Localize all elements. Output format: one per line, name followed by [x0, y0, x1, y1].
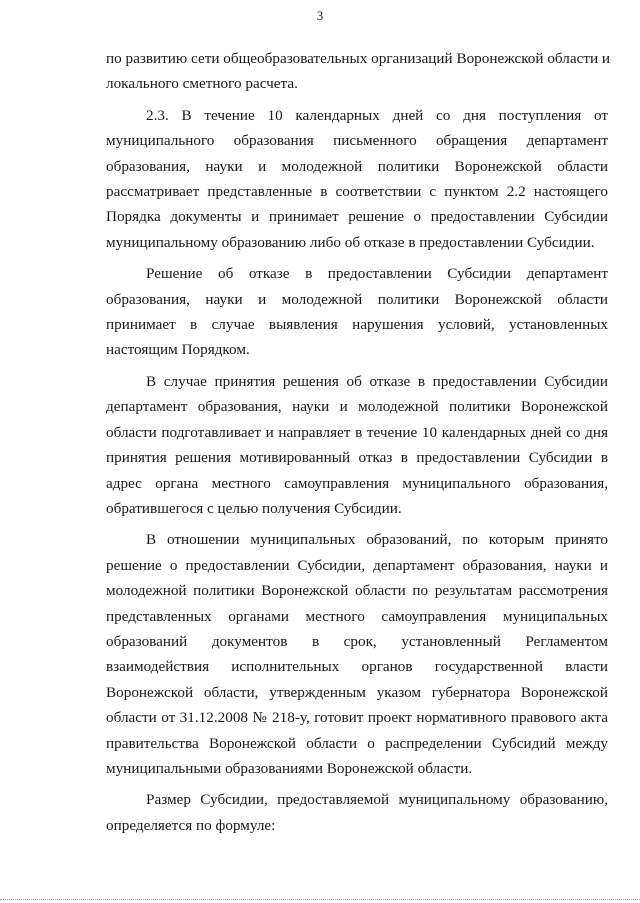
text-line: адрес органа местного самоуправления муниципального образования,	[106, 474, 608, 492]
text-line: муниципального образования письменного обращения департамент	[106, 132, 608, 150]
text-line: принятия решения мотивированный отказ в предоставлении Субсидии в	[106, 449, 608, 467]
text-line: области от 31.12.2008 № 218-у, готовит проект нормативного правового акта	[106, 709, 608, 727]
paragraph-subsidy-amount	[106, 787, 608, 838]
text-line: Воронежской области, утвержденным указом губернатора Воронежской	[106, 683, 608, 701]
text-line: образования, науки и молодежной политики Воронежской области	[106, 157, 608, 175]
text-line: образования, науки и молодежной политики Воронежской области	[106, 290, 608, 308]
paragraph-continuation	[106, 46, 611, 97]
paragraph-clause-2-3	[106, 103, 608, 255]
text-line: обратившегося с целью получения Субсидии.	[106, 499, 402, 517]
text-line: взаимодействия исполнительных органов государственной власти	[106, 658, 608, 676]
text-line: локального сметного расчета.	[106, 75, 298, 93]
text-line: образований документов в срок, установленный Регламентом	[106, 632, 608, 650]
page-number: 3	[316, 8, 324, 23]
text-line: по развитию сети общеобразовательных организаций Воронежской области и	[106, 50, 611, 67]
document-body	[106, 46, 611, 838]
text-line: принимает в случае выявления нарушения условий, установленных	[106, 316, 608, 334]
paragraph-distribution-act	[106, 527, 608, 781]
text-line: В случае принятия решения об отказе в предоставлении Субсидии	[146, 372, 608, 390]
page-edge-divider	[0, 899, 640, 900]
text-line: 2.3. В течение 10 календарных дней со дня поступления от	[146, 106, 608, 124]
paragraph-refusal-decision	[106, 261, 608, 363]
text-line: представленных органами местного самоуправления муниципальных	[106, 607, 608, 625]
text-line: муниципальными образованиями Воронежской области.	[106, 759, 473, 777]
text-line: молодежной политики Воронежской области по результатам рассмотрения	[106, 582, 608, 600]
paragraph-refusal-notice	[106, 369, 608, 521]
text-line: области подготавливает и направляет в течение 10 календарных дней со дня	[106, 423, 608, 441]
text-line: определяется по формуле:	[106, 816, 276, 834]
text-line: Размер Субсидии, предоставляемой муниципальному образованию,	[146, 791, 608, 809]
text-line: настоящим Порядком.	[106, 341, 250, 359]
text-line: департамент образования, науки и молодежной политики Воронежской	[106, 398, 608, 416]
text-line: правительства Воронежской области о распределении Субсидий между	[106, 734, 608, 752]
text-line: муниципальному образованию либо об отказе в предоставлении Субсидии.	[106, 233, 595, 251]
text-line: рассматривает представленные в соответствии с пунктом 2.2 настоящего	[106, 183, 608, 201]
text-line: Порядка документы и принимает решение о предоставлении Субсидии	[106, 208, 608, 226]
text-line: Решение об отказе в предоставлении Субсидии департамент	[146, 265, 608, 283]
text-line: В отношении муниципальных образований, по которым принято	[146, 531, 608, 549]
text-line: решение о предоставлении Субсидии, департамент образования, науки и	[106, 556, 608, 574]
